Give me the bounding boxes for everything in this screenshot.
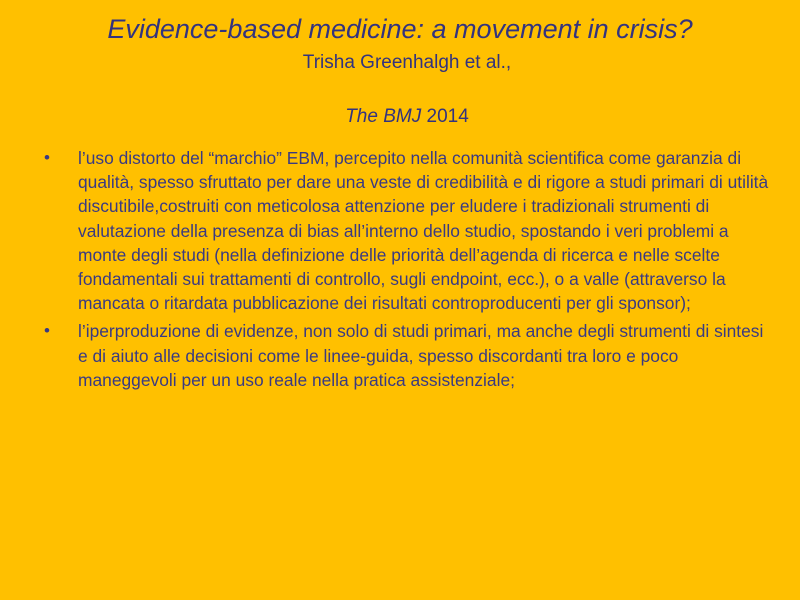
bullet-dot-icon: • — [44, 148, 50, 167]
journal-name: The BMJ — [345, 106, 422, 127]
bullet-text: l’iperproduzione di evidenze, non solo di studi primari, ma anche degli strumenti di sintesi e di aiuto alle decisioni come le linee-guida, spesso discordanti tra loro e poco maneggevoli per un uso reale nella pratica assistenziale; — [78, 321, 764, 390]
slide-title: Evidence-based medicine: a movement in crisis? — [107, 14, 693, 44]
bullet-list — [44, 146, 774, 396]
bullet-item — [44, 319, 774, 392]
bullet-text: l’uso distorto del “marchio” EBM, percepito nella comunità scientifica come garanzia di qualità, spesso sfruttato per dare una veste di credibilità e di rigore a studi primari di utilità discutibile,costruiti con meticolosa attenzione per eludere i tradizionali strumenti di valutazione della presenza di bias all’interno dello studio, spostando i veri problemi a monte degli studi (nella definizione delle priorità dell’agenda di ricerca e nelle scelte fondamentali sui trattamenti di controllo, sugli endpoint, ecc.), o a valle (attraverso la mancata o ritardata pubblicazione dei risultati controproducenti per gli sponsor); — [78, 148, 769, 314]
slide-journal — [0, 104, 800, 130]
journal-year: 2014 — [426, 106, 469, 127]
bullet-dot-icon: • — [44, 321, 50, 341]
bullet-item — [44, 146, 774, 315]
slide-authors: Trisha Greenhalgh et al., — [302, 52, 512, 73]
